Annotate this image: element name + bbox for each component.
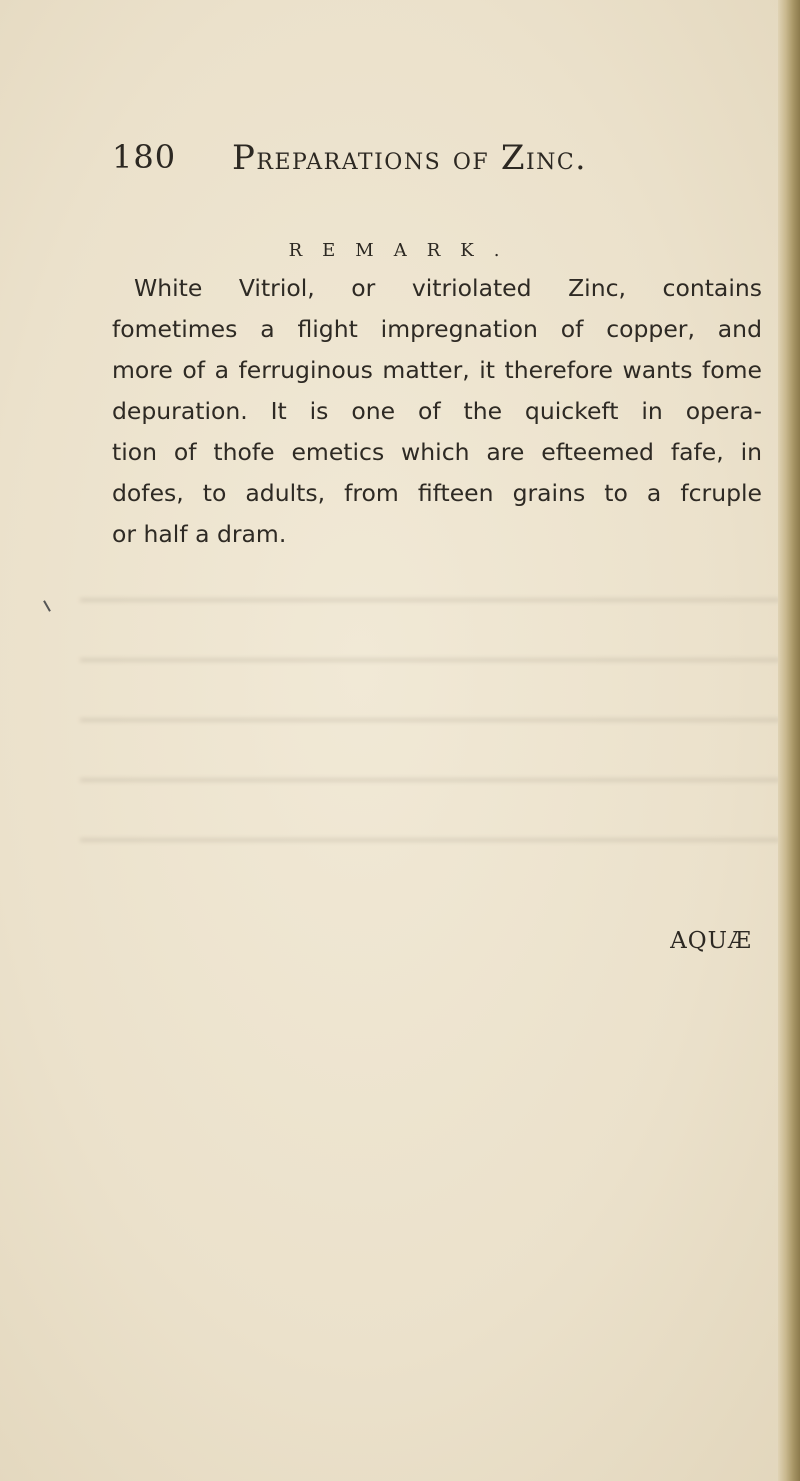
running-title <box>232 138 587 178</box>
title-initial-2: Z <box>500 138 526 178</box>
page-number: 180 <box>112 138 177 176</box>
catchword: AQUÆ <box>670 928 752 954</box>
body-line-5: tion of thofe emetics which are efteemed fafe, in <box>112 438 762 466</box>
running-header <box>112 138 672 188</box>
page-edge-shadow <box>778 0 800 1481</box>
body-line-7: or half a dram. <box>112 520 287 548</box>
title-word-of: of <box>452 139 490 177</box>
body-line-6: dofes, to adults, from fifteen grains to a fcruple <box>112 479 762 507</box>
stray-ink-mark <box>43 600 51 611</box>
title-initial-1: P <box>232 138 257 178</box>
section-heading: REMARK. <box>288 240 520 261</box>
bleed-through-texture <box>80 560 780 880</box>
body-line-1: White Vitriol, or vitriolated Zinc, contains <box>134 274 762 302</box>
body-paragraph <box>112 268 762 555</box>
body-line-2: fometimes a flight impregnation of copper, and <box>112 315 762 343</box>
title-word-2: inc. <box>525 139 587 177</box>
title-word-1: reparations <box>256 139 442 177</box>
body-line-3: more of a ferruginous matter, it therefore wants fome <box>112 356 762 384</box>
body-line-4: depuration. It is one of the quickeft in opera- <box>112 397 762 425</box>
